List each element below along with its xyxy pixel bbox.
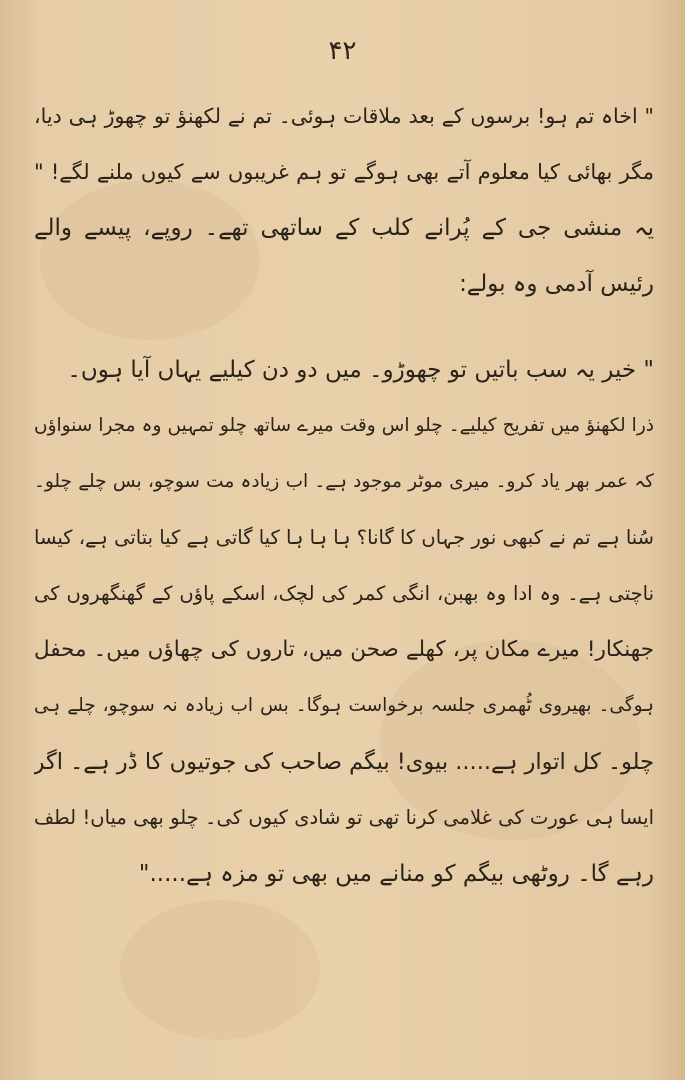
text-line: یہ منشی جی کے پُرانے کلب کے ساتھی تھے۔ روپے، پیسے والے [34,215,654,241]
paragraph-gap [34,312,654,342]
text-line: رہے گا۔ روٹھی بیگم کو منانے میں بھی تو مزہ ہے....." [138,861,654,887]
text-line: " خیر یہ سب باتیں تو چھوڑو۔ میں دو دن کیلیے یہاں آیا ہوں۔ [67,357,654,383]
text-line: ناچتی ہے۔ وہ ادا وہ بھبن، انگی کمر کی لچک، اسکے پاؤں کے گھنگھروں کی [34,582,654,605]
text-line: کہ عمر بھر یاد کرو۔ میری موٹر موجود ہے۔ اب زیادہ مت سوچو، بس چلے چلو۔ [34,471,654,492]
text-line: مگر بھائی کیا معلوم آتے بھی ہوگے تو ہم غریبوں سے کیوں ملنے لگے! " [34,160,654,184]
paragraph [34,88,654,312]
text-line: ہوگی۔ بھیروی ٹُھمری جلسہ برخواست ہوگا۔ بس اب زیادہ نہ سوچو، چلے ہی [34,695,654,716]
page-number: ۴۲ [328,36,357,66]
paragraph [34,342,654,902]
text-line: جھنکار! میرے مکان پر، کھلے صحن میں، تاروں کی چھاؤں میں۔ محفل [34,637,654,662]
text-line: رئیس آدمی وہ بولے: [459,271,654,297]
paper-stain [120,900,320,1040]
text-line: " اخاہ تم ہو! برسوں کے بعد ملاقات ہوئی۔ تم نے لکھنؤ تو چھوڑ ہی دیا، [34,104,654,128]
page-text [34,88,654,902]
text-line: سُنا ہے تم نے کبھی نور جہاں کا گانا؟ ہا ہا ہا کیا گاتی ہے کیا بتاتی ہے، کیسا [34,526,654,549]
text-line: ذرا لکھنؤ میں تفریح کیلیے۔ چلو اس وقت میرے ساتھ چلو تمہیں وہ مجرا سنواؤں [34,415,654,436]
text-line: چلو۔ کل اتوار ہے..... بیوی! بیگم صاحب کی جوتیوں کا ڈر ہے۔ اگر [34,749,654,775]
text-line: ایسا ہی عورت کی غلامی کرنا تھی تو شادی کیوں کی۔ چلو بھی میاں! لطف [34,806,654,829]
